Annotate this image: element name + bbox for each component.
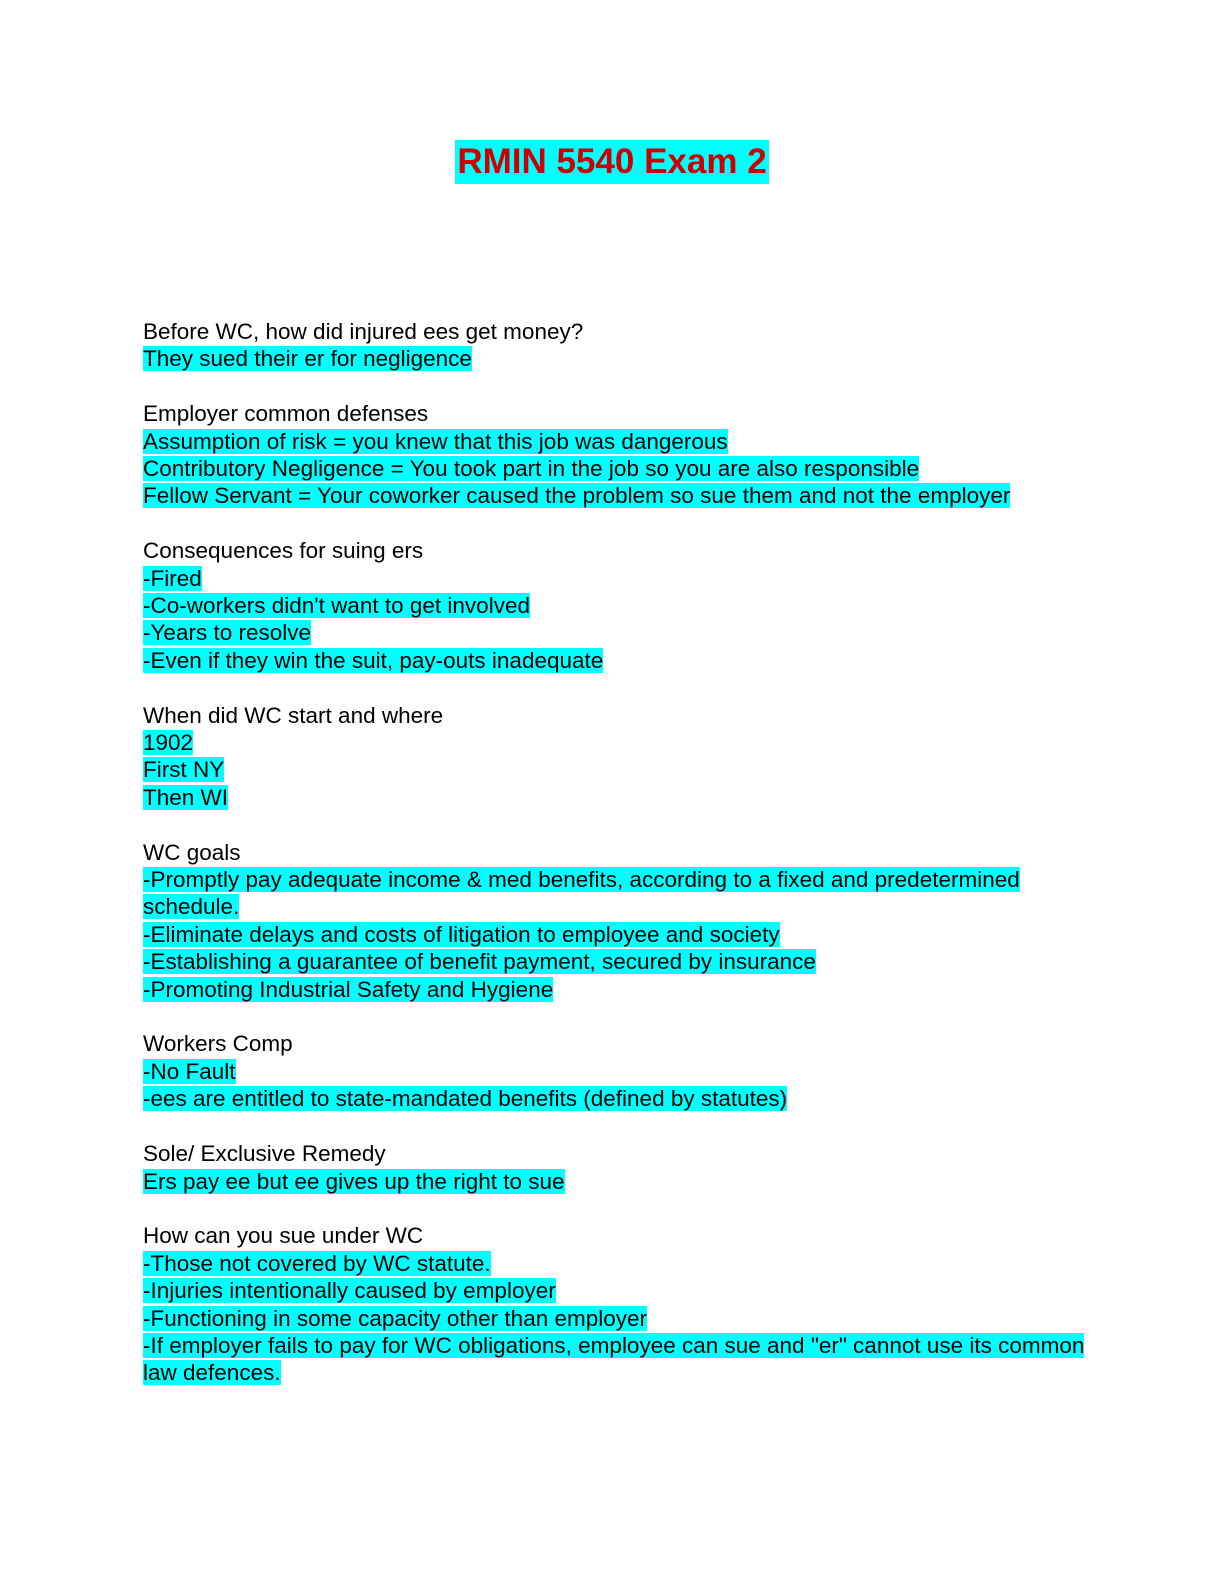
section-employer-defenses [143, 400, 1103, 510]
section-answer [143, 948, 1103, 975]
highlighted-answer: -If employer fails to pay for WC obligations, employee can sue and "er" cannot use its common law defences. [143, 1332, 1085, 1386]
section-question: How can you sue under WC [143, 1223, 424, 1249]
section-question: Before WC, how did injured ees get money? [143, 319, 584, 344]
highlighted-answer: -Those not covered by WC statute. [143, 1250, 491, 1276]
section-answer [143, 866, 1103, 921]
section-answer [143, 756, 1103, 783]
section-question: When did WC start and where [143, 702, 444, 728]
section-sue-under-wc [143, 1222, 1103, 1386]
section-answer [143, 1058, 1103, 1085]
highlighted-answer: -Functioning in some capacity other than employer [143, 1305, 648, 1331]
highlighted-answer: -Eliminate delays and costs of litigation to employee and society [143, 921, 780, 947]
highlighted-answer: 1902 [143, 730, 194, 756]
highlighted-answer: Assumption of risk = you knew that this job was dangerous [143, 428, 728, 454]
section-answer [143, 1305, 1103, 1332]
section-question: Workers Comp [143, 1031, 293, 1057]
highlighted-answer: -Years to resolve [143, 620, 312, 646]
section-question: WC goals [143, 839, 241, 865]
page-title: RMIN 5540 Exam 2 [455, 140, 768, 184]
section-wc-start [143, 702, 1103, 812]
highlighted-answer: Contributory Negligence = You took part in the job so you are also responsible [143, 456, 920, 482]
section-consequences [143, 537, 1103, 674]
section-answer [143, 619, 1103, 646]
highlighted-answer: -Fired [143, 565, 202, 591]
highlighted-answer: They sued their er for negligence [143, 346, 472, 372]
section-workers-comp [143, 1030, 1103, 1112]
highlighted-answer: -ees are entitled to state-mandated benefits (defined by statutes) [143, 1086, 788, 1112]
section-answer [143, 1277, 1103, 1304]
section-answer [143, 1085, 1103, 1112]
section-answer [143, 1250, 1103, 1277]
section-answer [143, 921, 1103, 948]
highlighted-answer: First NY [143, 757, 225, 783]
highlighted-answer: -Promptly pay adequate income & med benefits, according to a fixed and predetermined schedule. [143, 867, 1020, 920]
section-question: Employer common defenses [143, 401, 429, 427]
section-exclusive-remedy [143, 1140, 1103, 1195]
section-wc-goals [143, 839, 1103, 1003]
section-answer [143, 1332, 1103, 1387]
section-answer [143, 1168, 1103, 1195]
highlighted-answer: -No Fault [143, 1058, 236, 1084]
highlighted-answer: -Even if they win the suit, pay-outs inadequate [143, 647, 604, 673]
section-answer [143, 784, 1103, 811]
section-answer [143, 592, 1103, 619]
section-answer [143, 482, 1103, 509]
highlighted-answer: Fellow Servant = Your coworker caused the problem so sue them and not the employer [143, 483, 1011, 509]
highlighted-answer: -Injuries intentionally caused by employer [143, 1278, 556, 1304]
highlighted-answer: -Establishing a guarantee of benefit payment, secured by insurance [143, 949, 816, 975]
section-answer [143, 976, 1103, 1003]
section-answer [143, 647, 1103, 674]
highlighted-answer: Then WI [143, 784, 229, 810]
section-answer [143, 565, 1103, 592]
section-answer [143, 455, 1103, 482]
highlighted-answer: -Promoting Industrial Safety and Hygiene [143, 976, 554, 1002]
highlighted-answer: Ers pay ee but ee gives up the right to sue [143, 1168, 565, 1194]
section-answer [143, 345, 1103, 372]
title-container [0, 140, 1224, 184]
section-answer [143, 729, 1103, 756]
section-question: Sole/ Exclusive Remedy [143, 1141, 386, 1167]
section-question: Consequences for suing ers [143, 538, 424, 564]
document-body [143, 318, 1103, 1414]
section-answer [143, 428, 1103, 455]
highlighted-answer: -Co-workers didn't want to get involved [143, 593, 530, 619]
section-before-wc [143, 318, 1103, 373]
